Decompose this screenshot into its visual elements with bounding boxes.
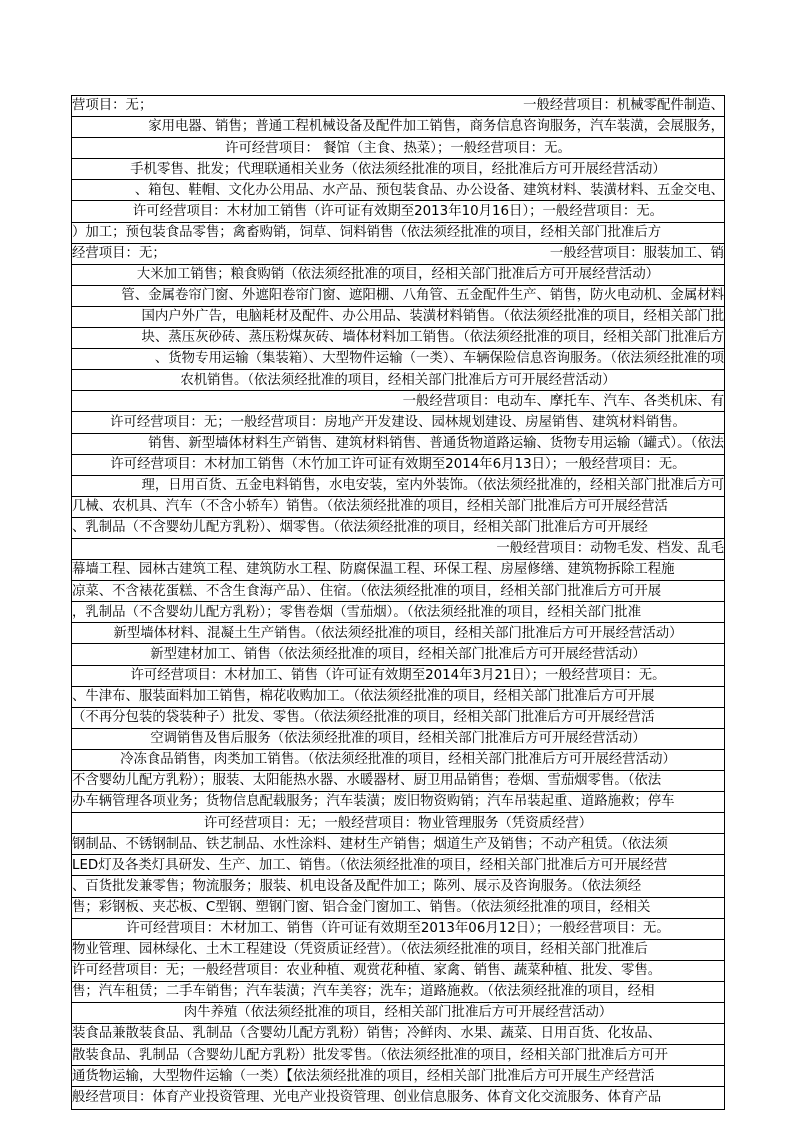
table-row (72, 307, 724, 328)
table-row (72, 982, 724, 1003)
cell-text: 不含婴幼儿配方乳粉）；服装、太阳能热水器、水暖器材、厨卫用品销售；卷烟、雪茄烟零售。（依法 (72, 773, 662, 789)
cell-text: 物业管理、园林绿化、土木工程建设（凭资质证经营）。（依法须经批准的项目，经相关部门批准后 (72, 942, 648, 958)
cell-text: 许可经营项目： 餐馆（主食、热菜）；一般经营项目：无。 (225, 140, 571, 156)
table-row (72, 813, 724, 834)
table-row (72, 201, 724, 222)
table-row (72, 834, 724, 855)
table-row (72, 539, 724, 560)
table-row (72, 1045, 724, 1066)
cell-text: 通货物运输，大型物件运输（一类）【依法须经批准的项目，经相关部门批准后方可开展生产经营活 (72, 1068, 655, 1084)
cell-text: 新型墙体材料、混凝土生产销售。（依法须经批准的项目，经相关部门批准后方可开展经营活动） (113, 625, 683, 641)
table-row (72, 644, 724, 665)
table-row (72, 876, 724, 897)
cell-text: 销售、新型墙体材料生产销售、建筑材料销售、普通货物道路运输、货物专用运输（罐式）。（依法 (148, 435, 724, 451)
table-row (72, 476, 724, 497)
table-row (72, 687, 724, 708)
table-row (72, 349, 724, 370)
table-row (72, 1003, 724, 1024)
cell-text: （不再分包装的袋装种子）批发、零售。（依法须经批准的项目，经相关部门批准后方可开展经营活 (72, 710, 655, 726)
table-row (72, 117, 724, 138)
cell-text: 、乳制品（不含婴幼儿配方乳粉）、烟零售。（依法须经批准的项目，经相关部门批准后方可开展经 (72, 520, 648, 536)
cell-text: 、百货批发兼零售；物流服务；服装、机电设备及配件加工；陈列、展示及咨询服务。（依法须经 (72, 878, 642, 894)
table-row (72, 729, 724, 750)
table-row (72, 391, 724, 412)
cell-text: LED灯及各类灯具研发、生产、加工、销售。（依法须经批准的项目，经相关部门批准后方可开展经营 (72, 857, 668, 873)
table-row (72, 898, 724, 919)
cell-text: 大米加工销售；粮食购销（依法须经批准的项目，经相关部门批准后方可开展经营活动） (136, 267, 660, 283)
cell-text-right: 一般经营项目：机械零配件制造、 (523, 98, 724, 114)
cell-text: 许可经营项目：木材加工销售（许可证有效期至2013年10月16日）；一般经营项目：无。 (132, 203, 664, 219)
spreadsheet-table (71, 95, 725, 1110)
cell-text: 装食品兼散装食品、乳制品（含婴幼儿配方乳粉）销售；冷鲜肉、水果、蔬菜、日用百货、化妆品、 (72, 1026, 662, 1042)
cell-text: 许可经营项目：木材加工、销售（许可证有效期至2014年3月21日）；一般经营项目：无。 (130, 667, 666, 683)
cell-text-left: 经营项目：无； (72, 246, 166, 261)
table-row (72, 666, 724, 687)
table-row (72, 919, 724, 940)
table-row (72, 497, 724, 518)
cell-text: 新型建材加工、销售（依法须经批准的项目，经相关部门批准后方可开展经营活动） (150, 646, 646, 662)
table-row (72, 855, 724, 876)
cell-text: ）加工；预包装食品零售；禽畜购销，饲草、饲料销售（依法须经批准的项目，经相关部门批准后方 (72, 224, 662, 240)
table-row (72, 244, 724, 265)
table-row (72, 792, 724, 813)
cell-text: 一般经营项目：动物毛发、档发、乱毛 (496, 541, 724, 557)
table-row (72, 159, 724, 180)
cell-text: 售；汽车租赁；二手车销售；汽车装潢；汽车美容；洗车；道路施救。（依法须经批准的项目，经相 (72, 984, 655, 1000)
table-row (72, 1066, 724, 1087)
table-row (72, 455, 724, 476)
cell-text: 手机零售、批发；代理联通相关业务（依法须经批准的项目，经批准后方可开展经营活动） (130, 161, 666, 177)
table-row (72, 750, 724, 771)
cell-text: 许可经营项目：无；一般经营项目：农业种植、观赏花种植、家禽、销售、蔬菜种植、批发、零售。 (72, 963, 662, 979)
cell-text: 售；彩钢板、夹芯板、C型钢、塑钢门窗、铝合金门窗加工、销售。（依法须经批准的项目，经相关 (72, 899, 651, 915)
cell-text: 空调销售及售后服务（依法须经批准的项目，经相关部门批准后方可开展经营活动） (150, 731, 646, 747)
table-row (72, 412, 724, 433)
table-row (72, 286, 724, 307)
table-row (72, 180, 724, 201)
table-row (72, 940, 724, 961)
cell-text: 钢制品、不锈钢制品、铁艺制品、水性涂料、建材生产销售；烟道生产及销售；不动产租赁。（依法须 (72, 836, 668, 852)
cell-text-right: 一般经营项目：服装加工、销 (549, 246, 724, 261)
cell-text: 般经营项目：体育产业投资管理、光电产业投资管理、创业信息服务、体育文化交流服务、体育产品 (72, 1090, 662, 1106)
table-row (72, 1024, 724, 1045)
cell-text: 、箱包、鞋帽、文化办公用品、水产品、预包装食品、办公设备、建筑材料、装潢材料、五金交电、 (134, 182, 724, 198)
table-row (72, 434, 724, 455)
cell-text: 、货物专用运输（集装箱）、大型物件运输（一类）、车辆保险信息咨询服务。（依法须经批准的项 (154, 351, 724, 367)
cell-text: 理，日用百货、五金电料销售，水电安装，室内外装饰。（依法须经批准的，经相关部门批准后方可 (141, 478, 724, 494)
cell-text: 管、金属卷帘门窗、外遮阳卷帘门窗、遮阳棚、八角管、五金配件生产、销售，防火电动机、金属材料 (121, 288, 724, 304)
table-row (72, 138, 724, 159)
cell-text-left: 营项目：无； (72, 98, 153, 114)
table-row (72, 708, 724, 729)
cell-text: 国内户外广告，电脑耗材及配件、办公用品、装潢材料销售。（依法须经批准的项目，经相关部门批 (141, 309, 724, 325)
table-row (72, 370, 724, 391)
table-row (72, 223, 724, 244)
cell-text: 许可经营项目：无；一般经营项目：房地产开发建设、园林规划建设、房屋销售、建筑材料销售。 (110, 414, 686, 430)
table-row (72, 581, 724, 602)
cell-text: 一般经营项目：电动车、摩托车、汽车、各类机床、有 (402, 393, 724, 409)
cell-text: 冷冻食品销售，肉类加工销售。（依法须经批准的项目，经相关部门批准后方可开展经营活动） (120, 752, 676, 768)
cell-text: ，乳制品（不含婴幼儿配方乳粉）；零售卷烟（雪茄烟）。（依法须经批准的项目，经相关部门批准 (72, 604, 642, 620)
table-row (72, 96, 724, 117)
table-row (72, 771, 724, 792)
cell-text: 肉牛养殖（依法须经批准的项目，经相关部门批准后方可开展经营活动） (183, 1005, 613, 1021)
cell-text: 几械、农机具、汽车（不含小轿车）销售。（依法须经批准的项目，经相关部门批准后方可开展经营活 (72, 499, 668, 515)
cell-text: 办车辆管理各项业务；货物信息配载服务；汽车装潢；废旧物资购销；汽车吊装起重、道路施救；停车 (72, 794, 675, 810)
cell-text: 家用电器、销售；普通工程机械设备及配件加工销售，商务信息咨询服务，汽车装潢，会展服务， (148, 119, 724, 135)
cell-text: 许可经营项目：无；一般经营项目：物业管理服务（凭资质经营） (203, 815, 593, 831)
table-row (72, 518, 724, 539)
cell-text: 凉菜、不含裱花蛋糕、不含生食海产品）、住宿。（依法须经批准的项目，经相关部门批准后方可开展 (72, 583, 662, 599)
table-row (72, 560, 724, 581)
cell-text: 农机销售。（依法须经批准的项目，经相关部门批准后方可开展经营活动） (180, 372, 616, 388)
cell-text: 许可经营项目：木材加工销售（木竹加工许可证有效期至2014年6月13日）；一般经营项目：无。 (110, 456, 686, 472)
table-row (72, 328, 724, 349)
cell-text: 块、蒸压灰砂砖、蒸压粉煤灰砖、墙体材料加工销售。（依法须经批准的项目，经相关部门批准后方 (141, 330, 724, 346)
table-row (72, 1087, 724, 1108)
cell-text: 、牛津布、服装面料加工销售，棉花收购加工。（依法须经批准的项目，经相关部门批准后方可开展 (72, 688, 655, 704)
cell-text: 幕墙工程、园林古建筑工程、建筑防水工程、防腐保温工程、环保工程、房屋修缮、建筑物拆除工程施 (72, 562, 675, 578)
table-row (72, 961, 724, 982)
cell-text: 许可经营项目：木材加工、销售（许可证有效期至2013年06月12日）；一般经营项目：无。 (126, 921, 670, 936)
cell-text: 散装食品、乳制品（含婴幼儿配方乳粉）批发零售。（依法须经批准的项目，经相关部门批准后方可开 (72, 1047, 668, 1063)
table-row (72, 602, 724, 623)
table-row (72, 623, 724, 644)
table-row (72, 265, 724, 286)
